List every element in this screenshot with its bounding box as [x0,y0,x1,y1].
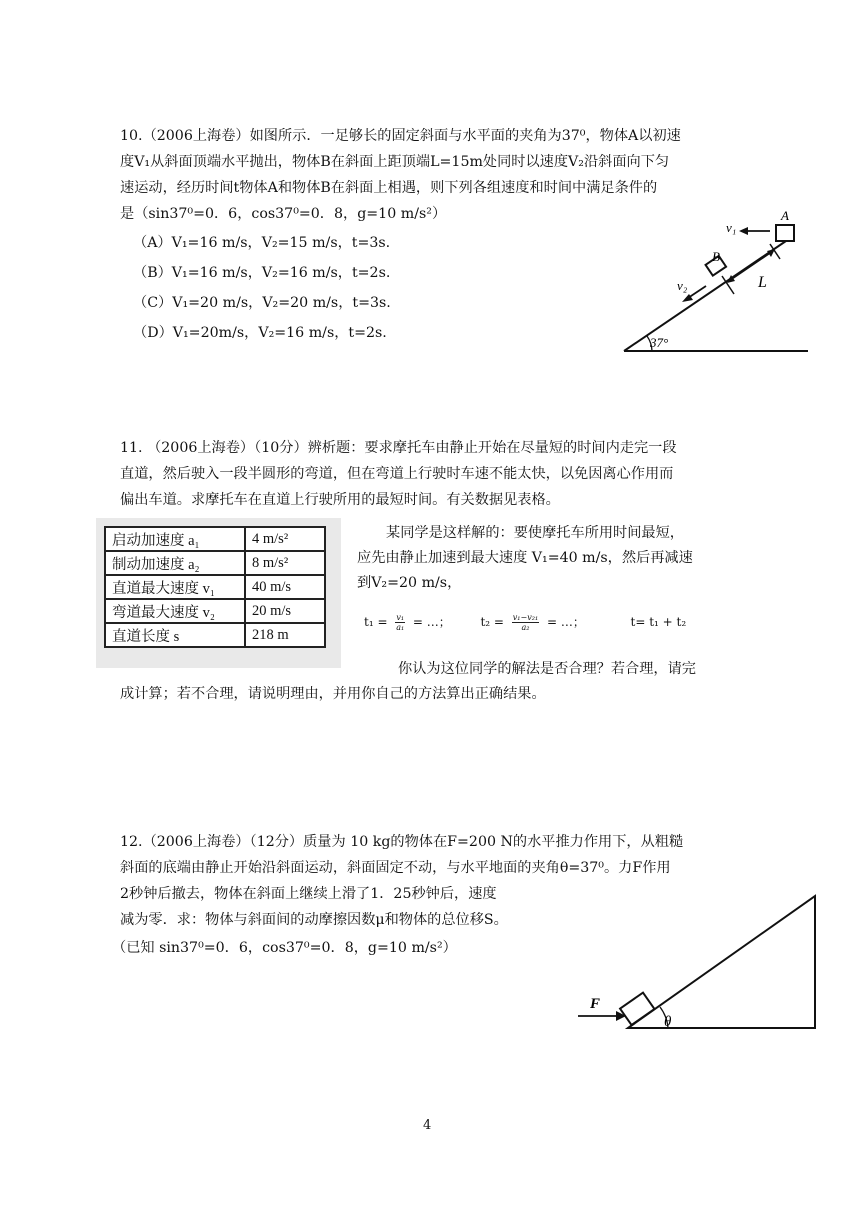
q10-option-c: （C）V₁=20 m/s，V₂=20 m/s，t=3s. [133,295,391,311]
table-key: 弯道最大速度 v₂ [105,599,245,623]
t1-lhs: t₁ = [364,615,388,629]
t2-lhs: t₂ = [480,615,504,629]
q11-line-end: 成计算；若不合理，请说明理由，并用你自己的方法算出正确结果。 [120,686,546,702]
q10-option-a: （A）V₁=16 m/s，V₂=15 m/s，t=3s. [133,235,391,251]
t1-rhs: = …； [412,615,451,629]
table-row [105,527,325,551]
label-l: L [758,274,767,291]
table-key: 启动加速度 a₁ [105,527,245,551]
t1-denominator: a₁ [396,623,405,632]
q12-line-5: （已知 sin37⁰=0．6，cos37⁰=0．8，g=10 m/s²） [112,940,457,956]
t-sum: t= t₁ + t₂ [630,615,687,629]
table-value: 8 m/s² [245,551,325,575]
q12-line-1: 12.（2006上海卷）（12分）质量为 10 kg的物体在F=200 N的水平推力作用下，从粗糙 [120,834,684,850]
table-row [105,551,325,575]
label-v1: v₁ [726,220,737,235]
q12-line-2: 斜面的底端由静止开始沿斜面运动，斜面固定不动，与水平地面的夹角θ=37⁰。力F作用 [120,860,671,876]
v1-arrowhead [739,227,748,235]
q12-incline-figure [570,890,830,1040]
q10-line-3: 速运动，经历时间t物体A和物体B在斜面上相遇，则下列各组速度和时间中满足条件的 [120,180,658,196]
q10-line-4: 是（sin37⁰=0．6，cos37⁰=0．8，g=10 m/s²） [120,206,447,222]
q11-line-3: 偏出车道。求摩托车在直道上行驶所用的最短时间。有关数据见表格。 [120,492,560,508]
q11-formula [364,613,686,632]
block-a [776,225,794,241]
label-theta: θ [664,1014,672,1030]
table-key: 直道长度 s [105,623,245,647]
label-angle: 37° [650,335,669,350]
q11-side-line-1: 某同学是这样解的：要使摩托车所用时间最短， [386,525,684,541]
q11-line-1: 11. （2006上海卷）（10分）辨析题：要求摩托车由静止开始在尽量短的时间内走完一段 [120,440,677,456]
q11-line-2: 直道，然后驶入一段半圆形的弯道，但在弯道上行驶时车速不能太快，以免因离心作用而 [120,466,674,482]
table-value: 218 m [245,623,325,647]
table-value: 4 m/s² [245,527,325,551]
label-v2: v₂ [677,278,688,293]
q11-data-table-image [96,518,341,668]
q10-line-1: 10.（2006上海卷）如图所示．一足够长的固定斜面与水平面的夹角为37⁰，物体A以初速 [120,128,681,144]
label-f: F [590,996,601,1012]
table-value: 20 m/s [245,599,325,623]
label-a: A [781,208,789,223]
q12-line-4: 减为零．求：物体与斜面间的动摩擦因数μ和物体的总位移S。 [120,912,508,928]
t1-numerator: v₁ [396,613,405,622]
q11-side-line-3: 到V₂=20 m/s， [357,575,462,591]
block [620,993,654,1025]
t1-fraction [395,613,405,632]
table-row [105,575,325,599]
table-row [105,623,325,647]
incline-line [624,241,786,351]
t2-fraction [512,613,539,632]
q10-incline-figure [610,205,820,355]
label-b: B [712,249,720,264]
q10-option-d: （D）V₁=20m/s，V₂=16 m/s，t=2s. [133,325,387,341]
table-key: 制动加速度 a₂ [105,551,245,575]
q11-side-line-4: 你认为这位同学的解法是否合理？若合理，请完 [398,661,696,677]
q10-option-b: （B）V₁=16 m/s，V₂=16 m/s，t=2s. [133,265,391,281]
q12-line-3: 2秒钟后撤去，物体在斜面上继续上滑了1．25秒钟后，速度 [120,886,497,902]
t2-rhs: = …； [546,615,585,629]
table-key: 直道最大速度 v₁ [105,575,245,599]
t2-numerator: v₁−v₂₁ [512,613,539,622]
page-number: 4 [423,1118,432,1133]
q10-line-2: 度V₁从斜面顶端水平抛出，物体B在斜面上距顶端L=15m处同时以速度V₂沿斜面向下匀 [120,154,670,170]
incline-triangle [628,896,815,1028]
q11-side-line-2: 应先由静止加速到最大速度 V₁=40 m/s，然后再减速 [357,550,693,566]
t2-denominator: a₂ [521,623,530,632]
table-row [105,599,325,623]
q11-data-table [104,526,326,648]
table-value: 40 m/s [245,575,325,599]
